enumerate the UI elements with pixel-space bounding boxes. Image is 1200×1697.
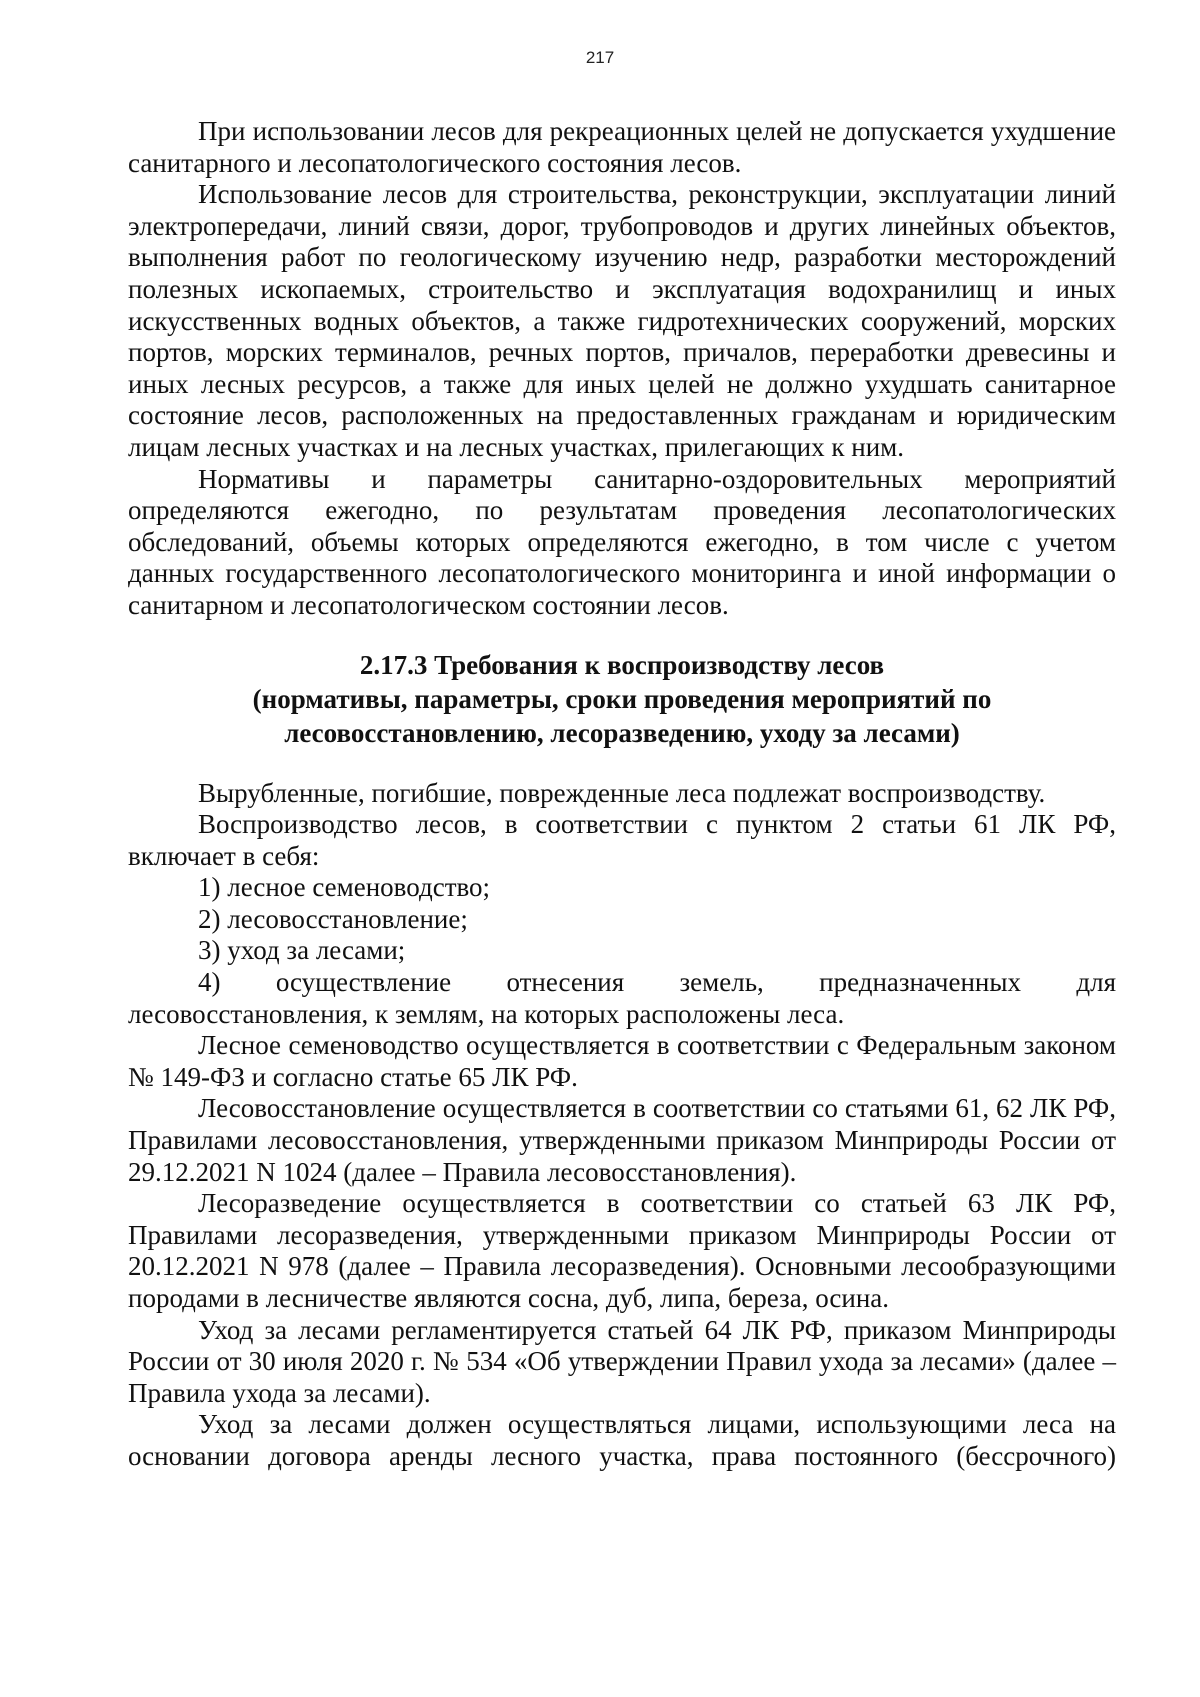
paragraph-reforestation: Лесовосстановление осуществляется в соответствии со статьями 61, 62 ЛК РФ, Правилами лесовосстановления, утвержденными приказом Минприроды России от 29.12.2021 N 1024 (далее – Правила лесовосстановления).	[128, 1093, 1116, 1187]
paragraph-forest-care-regulation: Уход за лесами регламентируется статьей 64 ЛК РФ, приказом Минприроды России от 30 июля 2020 г. № 534 «Об утверждении Правил ухода за лесами» (далее – Правила ухода за лесами).	[128, 1314, 1116, 1408]
paragraph-sanitary-norms: Нормативы и параметры санитарно-оздоровительных мероприятий определяются ежегодно, по результатам проведения лесопатологических обследований, объемы которых определяются ежегодно, в том числе с учетом данных государственного лесопатологического мониторинга и иной информации о санитарном и лесопатологическом состоянии лесов.	[128, 463, 1116, 620]
paragraph-reproduction-includes: Воспроизводство лесов, в соответствии с пунктом 2 статьи 61 ЛК РФ, включает в себя:	[128, 809, 1116, 871]
paragraph-seed-production: Лесное семеноводство осуществляется в соответствии с Федеральным законом № 149-ФЗ и согласно статье 65 ЛК РФ.	[128, 1030, 1116, 1092]
paragraph-recreation: При использовании лесов для рекреационных целей не допускается ухудшение санитарного и лесопатологического состояния лесов.	[128, 116, 1116, 178]
paragraph-afforestation: Лесоразведение осуществляется в соответствии со статьей 63 ЛК РФ, Правилами лесоразведения, утвержденными приказом Минприроды России от 20.12.2021 N 978 (далее – Правила лесоразведения). Основными лесообразующими породами в лесничестве являются сосна, дуб, липа, береза, осина.	[128, 1188, 1116, 1313]
list-item-2: 2) лесовосстановление;	[198, 903, 468, 934]
section-heading-line-1: 2.17.3 Требования к воспроизводству лесов	[359, 649, 885, 680]
paragraph-forest-care-persons: Уход за лесами должен осуществляться лицами, использующими леса на основании договора аренды лесного участка, права постоянного (бессрочного)	[128, 1409, 1116, 1471]
document-body	[128, 116, 1116, 1473]
section-heading-line-2: (нормативы, параметры, сроки проведения мероприятий по	[252, 683, 992, 714]
paragraph-reproduction-intro: Вырубленные, погибшие, поврежденные леса подлежат воспроизводству.	[198, 777, 1046, 808]
page-number: 217	[585, 48, 615, 67]
list-item-1: 1) лесное семеноводство;	[198, 872, 491, 903]
list-item-4: 4) осуществление отнесения земель, предназначенных для лесовосстановления, к землям, на которых расположены леса.	[128, 967, 1116, 1029]
paragraph-linear-objects: Использование лесов для строительства, реконструкции, эксплуатации линий электропередачи, линий связи, дорог, трубопроводов и других линейных объектов, выполнения работ по геологическому изучению недр, разработки месторождений полезных ископаемых, строительство и эксплуатация водохранилищ и иных искусственных водных объектов, а также гидротехнических сооружений, морских портов, морских терминалов, речных портов, причалов, переработки древесины и иных лесных ресурсов, а также для иных целей не должно ухудшать санитарное состояние лесов, расположенных на предоставленных гражданам и юридическим лицам лесных участках и на лесных участках, прилегающих к ним.	[128, 179, 1116, 462]
section-heading-line-3: лесовосстановлению, лесоразведению, уходу за лесами)	[284, 717, 960, 748]
list-item-3: 3) уход за лесами;	[198, 935, 406, 966]
section-heading	[128, 648, 1116, 750]
